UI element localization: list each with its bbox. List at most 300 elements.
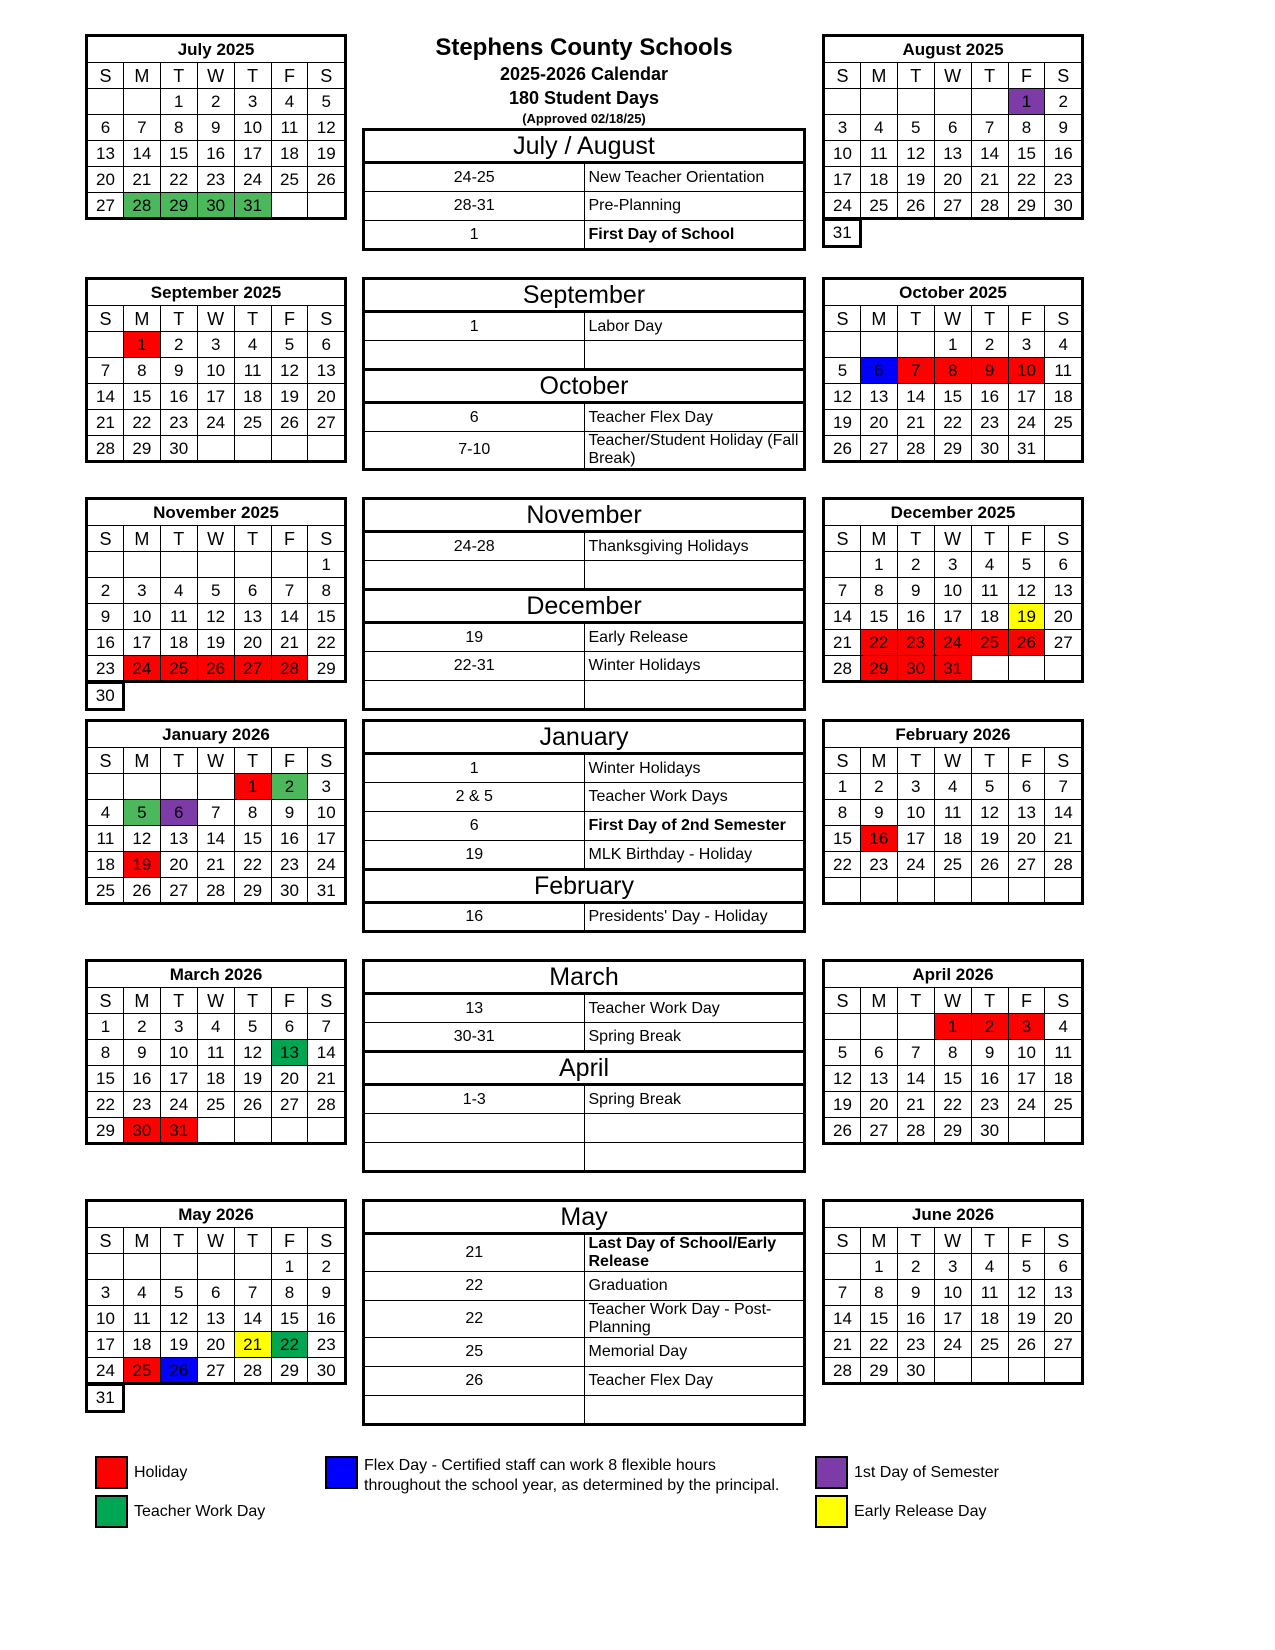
event-description: Winter Holidays	[584, 652, 805, 681]
day-cell-20: 20	[934, 167, 971, 193]
week-row	[87, 167, 346, 193]
day-cell-5: 5	[308, 89, 346, 115]
day-cell-21: 21	[824, 1332, 861, 1358]
legend-item-teacher-work-day	[95, 1495, 325, 1528]
day-cell-17: 17	[824, 167, 861, 193]
month-grid-may2026	[85, 1199, 347, 1385]
week-row	[824, 1280, 1083, 1306]
day-cell-17: 17	[934, 604, 971, 630]
event-row	[364, 1301, 805, 1338]
day-cell-9: 9	[1045, 115, 1083, 141]
day-cell-16: 16	[271, 826, 308, 852]
day-cell-12: 12	[271, 358, 308, 384]
day-cell-11: 11	[934, 800, 971, 826]
day-cell-28: 28	[1045, 852, 1083, 878]
dow-header-0: S	[87, 988, 124, 1014]
event-row	[364, 754, 805, 783]
day-cell-28: 28	[308, 1092, 346, 1118]
day-cell-25: 25	[971, 630, 1008, 656]
day-cell-empty	[234, 1118, 271, 1144]
dow-header-6: S	[1045, 526, 1083, 552]
event-row	[364, 681, 805, 710]
week-row	[824, 1040, 1083, 1066]
day-cell-21: 21	[197, 852, 234, 878]
day-cell-23: 23	[123, 1092, 160, 1118]
week-row	[824, 1332, 1083, 1358]
day-cell-16: 16	[860, 826, 897, 852]
week-row	[824, 89, 1083, 115]
dow-header-1: M	[860, 1228, 897, 1254]
events-section-header	[364, 721, 805, 754]
month-grid-november2025	[85, 497, 347, 683]
dow-header-0: S	[87, 63, 124, 89]
dow-header-5: F	[1008, 1228, 1045, 1254]
day-cell-1: 1	[934, 1014, 971, 1040]
dow-header-0: S	[824, 306, 861, 332]
day-cell-16: 16	[197, 141, 234, 167]
event-date	[364, 561, 585, 590]
month-august2025	[822, 34, 1087, 248]
day-cell-23: 23	[271, 852, 308, 878]
day-cell-10: 10	[1008, 1040, 1045, 1066]
day-cell-7: 7	[897, 1040, 934, 1066]
calendar-row-4	[85, 719, 1190, 933]
event-date: 7-10	[364, 432, 585, 470]
legend-label-flex-day: Flex Day - Certified staff can work 8 flexible hours throughout the school year, as determined by the principal.	[364, 1457, 780, 1495]
day-cell-18: 18	[197, 1066, 234, 1092]
day-cell-17: 17	[123, 630, 160, 656]
event-description: Thanksgiving Holidays	[584, 532, 805, 561]
dow-header-6: S	[308, 1228, 346, 1254]
dow-header-1: M	[123, 748, 160, 774]
dow-header-2: T	[160, 63, 197, 89]
dow-header-4: T	[234, 748, 271, 774]
day-cell-8: 8	[123, 358, 160, 384]
week-row	[824, 656, 1083, 682]
day-cell-9: 9	[197, 115, 234, 141]
day-cell-1: 1	[860, 552, 897, 578]
day-cell-13: 13	[1045, 1280, 1083, 1306]
day-cell-11: 11	[123, 1306, 160, 1332]
day-cell-15: 15	[234, 826, 271, 852]
month-grid-april2026	[822, 959, 1084, 1145]
day-cell-30: 30	[971, 1118, 1008, 1144]
event-row	[364, 1396, 805, 1425]
dow-header-6: S	[1045, 1228, 1083, 1254]
legend-column-middle	[325, 1456, 815, 1534]
day-cell-9: 9	[897, 578, 934, 604]
day-cell-7: 7	[824, 1280, 861, 1306]
month-title: May 2026	[87, 1201, 346, 1228]
day-cell-empty	[271, 1118, 308, 1144]
dow-header-1: M	[860, 526, 897, 552]
day-cell-26: 26	[123, 878, 160, 904]
dow-header-5: F	[271, 306, 308, 332]
event-row	[364, 812, 805, 841]
day-cell-20: 20	[1045, 604, 1083, 630]
legend-item-first-day-semester	[815, 1456, 1135, 1489]
day-cell-31: 31	[1008, 436, 1045, 462]
day-cell-3: 3	[87, 1280, 124, 1306]
day-cell-24: 24	[897, 852, 934, 878]
week-row	[87, 115, 346, 141]
dow-header-3: W	[934, 748, 971, 774]
day-cell-3: 3	[934, 552, 971, 578]
day-cell-8: 8	[160, 115, 197, 141]
day-cell-30: 30	[897, 1358, 934, 1384]
month-tail-may2026	[85, 1385, 125, 1413]
day-cell-empty	[824, 332, 861, 358]
day-cell-26: 26	[824, 436, 861, 462]
day-cell-20: 20	[860, 410, 897, 436]
day-cell-4: 4	[271, 89, 308, 115]
day-cell-6: 6	[860, 358, 897, 384]
day-cell-16: 16	[897, 604, 934, 630]
events-section-header	[364, 870, 805, 903]
day-cell-31: 31	[234, 193, 271, 219]
day-cell-9: 9	[271, 800, 308, 826]
event-description	[584, 1114, 805, 1143]
day-cell-3: 3	[308, 774, 346, 800]
day-cell-30: 30	[1045, 193, 1083, 219]
day-cell-12: 12	[197, 604, 234, 630]
day-cell-10: 10	[1008, 358, 1045, 384]
event-description	[584, 561, 805, 590]
events-panel-2	[362, 277, 810, 471]
day-cell-3: 3	[897, 774, 934, 800]
day-cell-30: 30	[160, 436, 197, 462]
day-cell-19: 19	[1008, 1306, 1045, 1332]
day-cell-13: 13	[934, 141, 971, 167]
dow-header-0: S	[87, 526, 124, 552]
day-cell-1: 1	[87, 1014, 124, 1040]
july-column	[85, 34, 350, 220]
event-row	[364, 163, 805, 192]
event-row	[364, 532, 805, 561]
day-cell-1: 1	[1008, 89, 1045, 115]
month-june2026	[822, 1199, 1087, 1385]
day-cell-15: 15	[123, 384, 160, 410]
day-cell-empty	[897, 1014, 934, 1040]
day-cell-4: 4	[123, 1280, 160, 1306]
day-cell-29: 29	[160, 193, 197, 219]
day-cell-2: 2	[160, 332, 197, 358]
week-row	[824, 852, 1083, 878]
day-cell-19: 19	[123, 852, 160, 878]
events-section-title: April	[364, 1052, 805, 1085]
day-cell-23: 23	[197, 167, 234, 193]
dow-header-1: M	[123, 306, 160, 332]
week-row	[87, 141, 346, 167]
day-cell-4: 4	[971, 1254, 1008, 1280]
day-cell-26: 26	[971, 852, 1008, 878]
day-cell-26: 26	[271, 410, 308, 436]
day-cell-8: 8	[860, 1280, 897, 1306]
day-cell-empty	[860, 1014, 897, 1040]
events-column-3	[362, 497, 810, 711]
september-column	[85, 277, 350, 463]
day-cell-2: 2	[123, 1014, 160, 1040]
dow-header-5: F	[271, 748, 308, 774]
day-cell-28: 28	[824, 656, 861, 682]
day-cell-5: 5	[123, 800, 160, 826]
event-date: 2 & 5	[364, 783, 585, 812]
legend	[85, 1456, 1190, 1534]
event-description: Teacher Flex Day	[584, 1367, 805, 1396]
day-cell-22: 22	[1008, 167, 1045, 193]
day-cell-empty	[824, 89, 861, 115]
events-section-title: September	[364, 279, 805, 312]
day-cell-empty	[123, 89, 160, 115]
week-row	[824, 167, 1083, 193]
day-cell-3: 3	[934, 1254, 971, 1280]
event-row	[364, 1367, 805, 1396]
day-cell-16: 16	[123, 1066, 160, 1092]
day-cell-18: 18	[1045, 1066, 1083, 1092]
june-column	[822, 1199, 1087, 1385]
day-cell-19: 19	[824, 410, 861, 436]
event-date: 24-25	[364, 163, 585, 192]
week-row	[87, 332, 346, 358]
dow-header-6: S	[1045, 988, 1083, 1014]
day-cell-empty	[897, 89, 934, 115]
dow-header-4: T	[234, 306, 271, 332]
month-february2026	[822, 719, 1087, 905]
event-description: MLK Birthday - Holiday	[584, 841, 805, 870]
day-cell-4: 4	[934, 774, 971, 800]
event-date	[364, 1396, 585, 1425]
day-cell-12: 12	[123, 826, 160, 852]
day-cell-empty	[234, 552, 271, 578]
dow-header-2: T	[897, 748, 934, 774]
events-table-p3	[362, 497, 806, 711]
day-cell-22: 22	[308, 630, 346, 656]
month-september2025	[85, 277, 350, 463]
dow-header-3: W	[934, 306, 971, 332]
day-cell-empty	[87, 774, 124, 800]
day-cell-11: 11	[271, 115, 308, 141]
day-cell-empty	[824, 552, 861, 578]
day-cell-29: 29	[123, 436, 160, 462]
event-date	[364, 681, 585, 710]
day-cell-14: 14	[824, 604, 861, 630]
day-cell-22: 22	[123, 410, 160, 436]
day-cell-22: 22	[860, 630, 897, 656]
day-cell-7: 7	[87, 358, 124, 384]
day-cell-12: 12	[1008, 1280, 1045, 1306]
dow-header-5: F	[1008, 63, 1045, 89]
day-cell-1: 1	[234, 774, 271, 800]
flex-day-swatch-icon	[325, 1456, 358, 1489]
day-cell-13: 13	[87, 141, 124, 167]
day-cell-16: 16	[1045, 141, 1083, 167]
week-row	[87, 1066, 346, 1092]
events-section-title: February	[364, 870, 805, 903]
day-cell-8: 8	[824, 800, 861, 826]
week-row	[824, 774, 1083, 800]
legend-label-first-day-semester: 1st Day of Semester	[854, 1464, 999, 1482]
events-section-header	[364, 499, 805, 532]
day-cell-29: 29	[934, 436, 971, 462]
dow-header-2: T	[160, 526, 197, 552]
month-title: June 2026	[824, 1201, 1083, 1228]
month-grid-august2025	[822, 34, 1084, 220]
day-cell-30: 30	[87, 684, 124, 710]
day-cell-16: 16	[971, 384, 1008, 410]
events-section-title: January	[364, 721, 805, 754]
event-description: Spring Break	[584, 1023, 805, 1052]
dow-header-1: M	[123, 1228, 160, 1254]
day-cell-3: 3	[197, 332, 234, 358]
day-cell-empty	[87, 552, 124, 578]
day-cell-29: 29	[934, 1118, 971, 1144]
event-date: 19	[364, 841, 585, 870]
row-gap-2	[85, 471, 1190, 497]
day-cell-30: 30	[123, 1118, 160, 1144]
day-cell-31: 31	[934, 656, 971, 682]
week-row	[87, 1092, 346, 1118]
month-title: December 2025	[824, 499, 1083, 526]
day-cell-5: 5	[1008, 552, 1045, 578]
day-cell-20: 20	[234, 630, 271, 656]
calendar-year: 2025-2026 Calendar	[499, 63, 669, 84]
day-cell-20: 20	[271, 1066, 308, 1092]
document-header	[362, 34, 806, 128]
day-cell-empty	[87, 89, 124, 115]
day-cell-empty	[824, 878, 861, 904]
events-panel-6	[362, 1199, 810, 1426]
day-cell-27: 27	[308, 410, 346, 436]
day-cell-11: 11	[971, 1280, 1008, 1306]
dow-header-2: T	[897, 1228, 934, 1254]
event-date: 6	[364, 403, 585, 432]
day-cell-31: 31	[87, 1386, 124, 1412]
dow-header-0: S	[824, 526, 861, 552]
day-cell-14: 14	[197, 826, 234, 852]
day-cell-8: 8	[234, 800, 271, 826]
dow-header-3: W	[934, 1228, 971, 1254]
day-cell-14: 14	[1045, 800, 1083, 826]
day-cell-31: 31	[308, 878, 346, 904]
events-section-title: July / August	[364, 130, 805, 163]
day-cell-7: 7	[824, 578, 861, 604]
month-title: January 2026	[87, 721, 346, 748]
day-cell-27: 27	[1008, 852, 1045, 878]
day-cell-9: 9	[308, 1280, 346, 1306]
week-row	[824, 800, 1083, 826]
events-panel-3	[362, 497, 810, 711]
day-cell-empty	[123, 774, 160, 800]
dow-header-4: T	[234, 526, 271, 552]
day-cell-2: 2	[897, 552, 934, 578]
event-date: 22-31	[364, 652, 585, 681]
month-title: October 2025	[824, 279, 1083, 306]
dow-header-2: T	[160, 748, 197, 774]
row-gap-1	[85, 251, 1190, 277]
may-column	[85, 1199, 350, 1413]
day-cell-30: 30	[971, 436, 1008, 462]
calendar-row-3	[85, 497, 1190, 711]
day-cell-22: 22	[934, 1092, 971, 1118]
day-cell-26: 26	[897, 193, 934, 219]
week-row	[824, 1014, 1083, 1040]
event-row	[364, 623, 805, 652]
day-cell-2: 2	[308, 1254, 346, 1280]
day-cell-3: 3	[1008, 1014, 1045, 1040]
day-cell-24: 24	[87, 1358, 124, 1384]
day-cell-25: 25	[1045, 1092, 1083, 1118]
dow-header-4: T	[971, 306, 1008, 332]
day-cell-4: 4	[1045, 332, 1083, 358]
dow-header-2: T	[160, 988, 197, 1014]
dow-header-1: M	[860, 63, 897, 89]
day-cell-13: 13	[1008, 800, 1045, 826]
day-cell-12: 12	[824, 1066, 861, 1092]
day-cell-empty	[934, 89, 971, 115]
dow-header-0: S	[824, 63, 861, 89]
day-cell-29: 29	[860, 656, 897, 682]
day-cell-empty	[271, 193, 308, 219]
day-cell-14: 14	[87, 384, 124, 410]
day-cell-2: 2	[971, 332, 1008, 358]
event-row	[364, 312, 805, 341]
day-cell-25: 25	[860, 193, 897, 219]
day-cell-22: 22	[934, 410, 971, 436]
week-row	[87, 578, 346, 604]
day-cell-19: 19	[308, 141, 346, 167]
week-row	[87, 630, 346, 656]
week-row	[824, 410, 1083, 436]
day-cell-31: 31	[824, 221, 861, 247]
day-cell-8: 8	[934, 1040, 971, 1066]
week-row	[87, 604, 346, 630]
week-row	[87, 358, 346, 384]
day-cell-empty	[271, 436, 308, 462]
october-column	[822, 277, 1087, 463]
day-cell-10: 10	[87, 1306, 124, 1332]
dow-header-1: M	[123, 63, 160, 89]
dow-header-3: W	[934, 63, 971, 89]
day-cell-10: 10	[824, 141, 861, 167]
dow-header-1: M	[860, 306, 897, 332]
day-cell-27: 27	[1045, 1332, 1083, 1358]
events-section-header	[364, 279, 805, 312]
day-cell-6: 6	[1045, 552, 1083, 578]
day-cell-3: 3	[160, 1014, 197, 1040]
day-cell-3: 3	[824, 115, 861, 141]
day-cell-6: 6	[87, 115, 124, 141]
day-cell-12: 12	[897, 141, 934, 167]
event-row	[364, 221, 805, 250]
day-cell-12: 12	[971, 800, 1008, 826]
events-table-p2	[362, 277, 806, 471]
day-cell-21: 21	[897, 1092, 934, 1118]
event-date: 21	[364, 1234, 585, 1272]
day-cell-1: 1	[123, 332, 160, 358]
day-cell-24: 24	[308, 852, 346, 878]
event-description: New Teacher Orientation	[584, 163, 805, 192]
day-cell-1: 1	[824, 774, 861, 800]
day-cell-13: 13	[1045, 578, 1083, 604]
day-cell-empty	[160, 1254, 197, 1280]
day-cell-26: 26	[234, 1092, 271, 1118]
day-cell-31: 31	[160, 1118, 197, 1144]
day-cell-empty	[1045, 656, 1083, 682]
event-date: 22	[364, 1272, 585, 1301]
month-grid-february2026	[822, 719, 1084, 905]
day-cell-11: 11	[860, 141, 897, 167]
day-cell-4: 4	[1045, 1014, 1083, 1040]
